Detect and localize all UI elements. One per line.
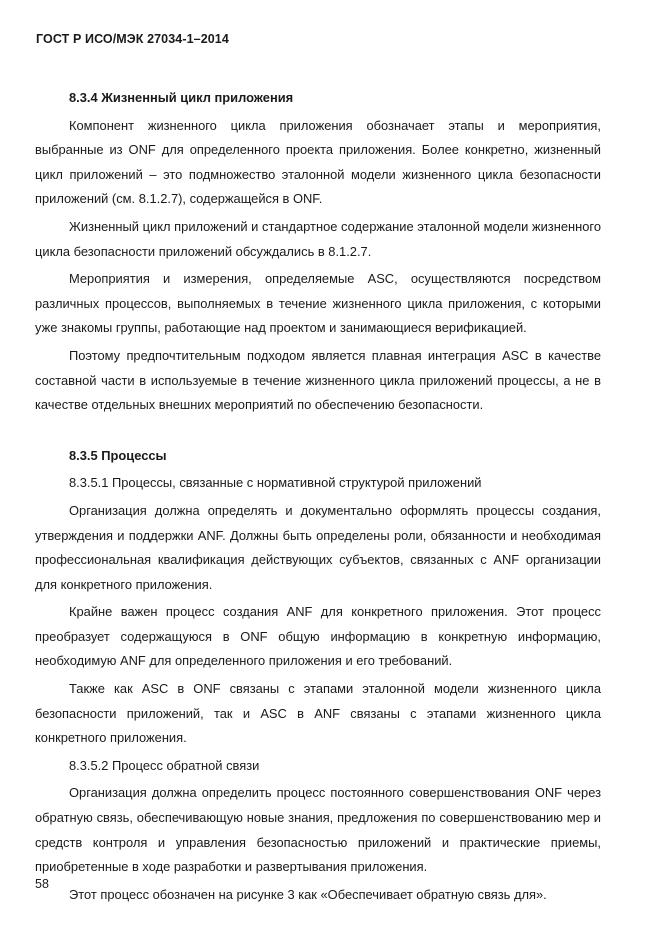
subsection-heading-8-3-5-1: 8.3.5.1 Процессы, связанные с нормативной структурой приложений [69, 475, 482, 491]
section-heading-8-3-4: 8.3.4 Жизненный цикл приложения [69, 90, 294, 105]
paragraph: Жизненный цикл приложений и стандартное содержание эталонной модели жизненного цикла безопасности приложений обсуждались в 8.1.2.7. [35, 218, 601, 259]
paragraph: Мероприятия и измерения, определяемые ASC, осуществляются посредством различных процессов, выполняемых в течение жизненного цикла приложения, с которыми уже знакомы группы, работающие над проектом и занимающиеся верификацией. [35, 271, 601, 336]
document-body [35, 86, 601, 907]
paragraph: Также как ASC в ONF связаны с этапами эталонной модели жизненного цикла безопасности приложений, так и ASC в ANF связаны с этапами жизненного цикла конкретного приложения. [35, 681, 601, 746]
paragraph: Поэтому предпочтительным подходом является плавная интеграция ASC в качестве составной части в используемые в течение жизненного цикла приложений процессы, а не в качестве отдельных внешних мероприятий по обеспечению безопасности. [35, 347, 601, 413]
paragraph: Компонент жизненного цикла приложения обозначает этапы и мероприятия, выбранные из ONF для определенного проекта приложения. Более конкретно, жизненный цикл приложений – это подмножество эталонной модели жизненного цикла безопасности приложений (см. 8.1.2.7), содержащейся в ONF. [35, 117, 601, 207]
paragraph: Этот процесс обозначен на рисунке 3 как «Обеспечивает обратную связь для». [69, 886, 547, 902]
paragraph: Организация должна определять и документально оформлять процессы создания, утверждения и поддержки ANF. Должны быть определены роли, обязанности и необходимая профессиональная квалификация действующих субъектов, связанных с ANF организации для конкретного приложения. [35, 502, 601, 592]
subsection-heading-8-3-5-2: 8.3.5.2 Процесс обратной связи [69, 757, 260, 773]
paragraph: Крайне важен процесс создания ANF для конкретного приложения. Этот процесс преобразует содержащуюся в ONF общую информацию в конкретную информацию, необходимую ANF для определенного приложения и его требований. [35, 604, 601, 669]
page-number: 58 [35, 877, 49, 891]
section-heading-8-3-5: 8.3.5 Процессы [69, 447, 167, 463]
page-header-standard-id: ГОСТ Р ИСО/МЭК 27034-1–2014 [36, 32, 229, 46]
paragraph: Организация должна определить процесс постоянного совершенствования ONF через обратную связь, обеспечивающую новые знания, предложения по совершенствованию мер и средств контроля и управления безопасностью приложений и практические приемы, приобретенные в ходе разработки и развертывания приложения. [35, 785, 601, 875]
